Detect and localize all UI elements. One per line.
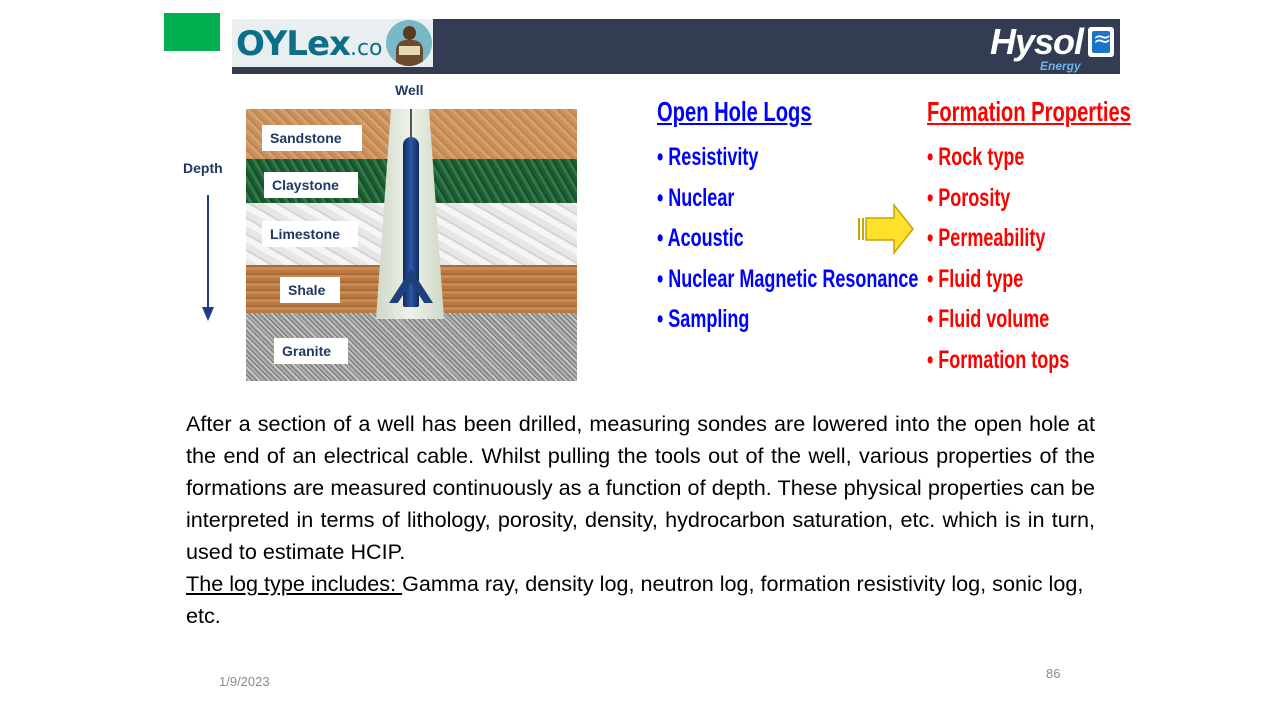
- layer-label-sandstone: Sandstone: [262, 125, 362, 151]
- list-item: • Sampling: [657, 305, 750, 333]
- formation-properties-title: Formation Properties: [927, 96, 1131, 127]
- list-item: • Formation tops: [927, 345, 1070, 374]
- arrow-right-icon: [858, 203, 914, 255]
- depth-label: Depth: [183, 160, 223, 176]
- slide-date: 1/9/2023: [219, 674, 270, 689]
- oylex-logo-main: OYLex: [236, 24, 350, 64]
- list-item: • Fluid type: [927, 264, 1024, 293]
- reader-avatar-icon: [386, 20, 432, 66]
- accent-square: [164, 13, 220, 51]
- list-item: • Nuclear: [657, 183, 735, 212]
- body-paragraph: After a section of a well has been drilled, measuring sondes are lowered into the open hole at the end of an electrical cable. Whilst pulling the tools out of the well, various properties of the formations are measured continuously as a function of depth. These physical properties can be interpreted in terms of lithology, porosity, density, hydrocarbon saturation, etc. which is in turn, used to estimate HCIP.: [186, 411, 1095, 564]
- list-item: • Porosity: [927, 183, 1011, 212]
- depth-arrow-icon: [198, 195, 218, 325]
- list-item: • Nuclear Magnetic Resonance: [657, 264, 919, 293]
- hysol-energy-text: Energy: [1040, 59, 1081, 73]
- oylex-logo-text: [236, 22, 383, 71]
- wireline-cable: [410, 109, 412, 139]
- formation-properties-list: [927, 142, 1125, 385]
- well-label: Well: [395, 82, 424, 98]
- layer-label-shale: Shale: [280, 277, 340, 303]
- layer-label-claystone: Claystone: [264, 172, 358, 198]
- page-number: 86: [1046, 666, 1061, 681]
- list-item: • Permeability: [927, 224, 1046, 252]
- hysol-wave-icon: [1088, 27, 1114, 57]
- oylex-logo-suffix: .co: [349, 36, 383, 61]
- layer-label-limestone: Limestone: [262, 221, 358, 247]
- log-type-text: Gamma ray, density log, neutron log, formation resistivity log, sonic log, etc.: [186, 571, 1084, 628]
- well-strata-diagram: [246, 109, 577, 381]
- list-item: • Rock type: [927, 143, 1025, 171]
- open-hole-logs-title: Open Hole Logs: [657, 96, 812, 127]
- log-type-label: The log type includes:: [186, 571, 403, 596]
- layer-label-granite: Granite: [274, 338, 348, 364]
- list-item: • Resistivity: [657, 143, 759, 171]
- list-item: • Acoustic: [657, 224, 744, 252]
- log-type-line: [186, 568, 1095, 632]
- list-item: • Fluid volume: [927, 305, 1050, 333]
- hysol-logo-text: Hysol: [990, 21, 1084, 62]
